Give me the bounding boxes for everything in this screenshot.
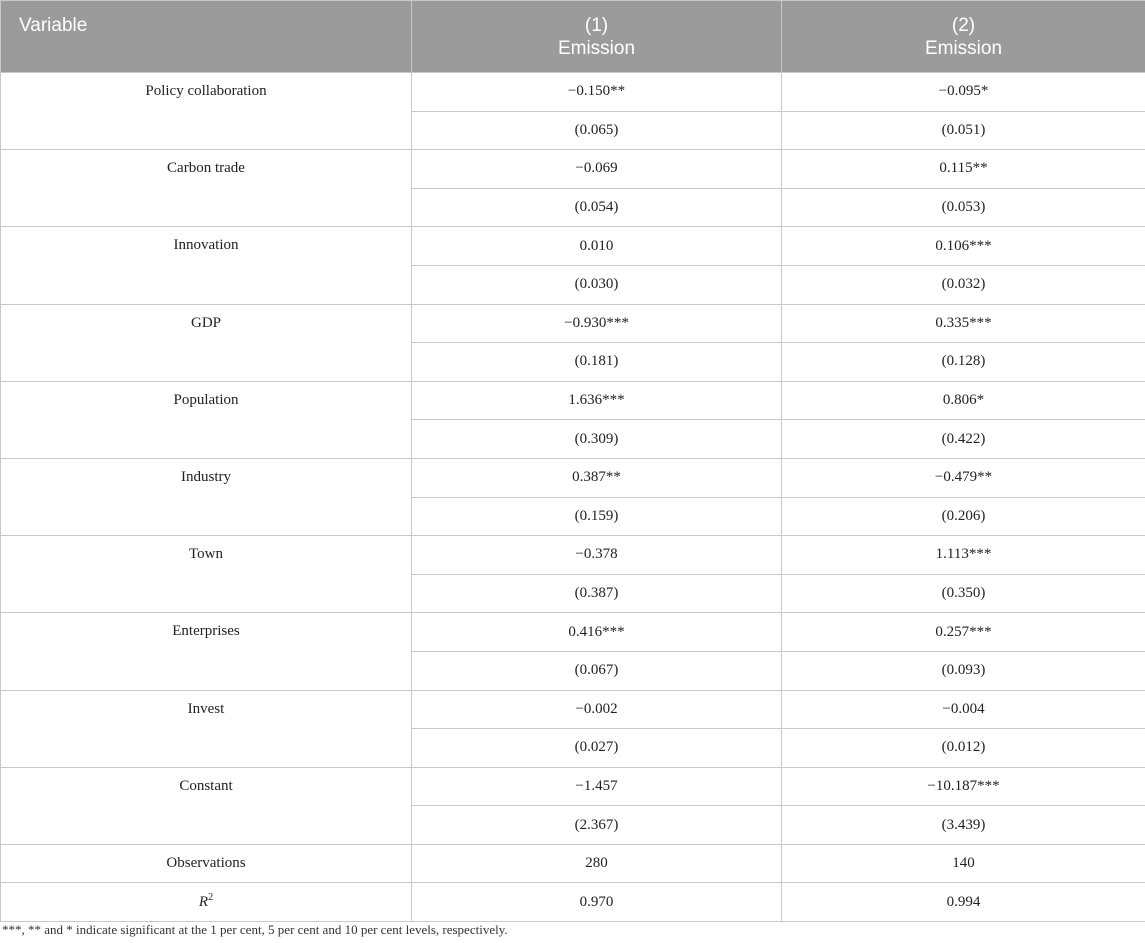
coef-model-2: 1.113*** [782, 536, 1145, 575]
se-model-1: (0.030) [412, 265, 782, 304]
coef-model-1: −0.930*** [412, 304, 782, 343]
coef-row [1, 767, 1145, 806]
variable-label: Town [1, 536, 412, 613]
r-squared-model-1: 0.970 [412, 883, 782, 922]
r-squared-row [1, 883, 1145, 922]
coef-row [1, 690, 1145, 729]
coef-model-1: 0.416*** [412, 613, 782, 652]
observations-label: Observations [1, 844, 412, 883]
coef-model-1: 0.010 [412, 227, 782, 266]
variable-label: GDP [1, 304, 412, 381]
r-squared-label-superscript: 2 [208, 891, 214, 903]
table-header [1, 1, 1145, 73]
variable-label: Enterprises [1, 613, 412, 690]
observations-model-2: 140 [782, 844, 1145, 883]
variable-label: Invest [1, 690, 412, 767]
variable-label: Industry [1, 458, 412, 535]
table-footnote: ***, ** and * indicate significant at the 1 per cent, 5 per cent and 10 per cent levels, respectively. [2, 922, 508, 937]
header-model-1-number: (1) [584, 14, 609, 36]
coef-model-2: 0.115** [782, 150, 1145, 189]
coef-model-1: 1.636*** [412, 381, 782, 420]
se-model-1: (0.387) [412, 574, 782, 613]
coef-model-1: 0.387** [412, 458, 782, 497]
coef-model-2: 0.257*** [782, 613, 1145, 652]
se-model-1: (0.065) [412, 111, 782, 150]
coef-model-2: −10.187*** [782, 767, 1145, 806]
coef-model-1: −0.378 [412, 536, 782, 575]
coef-row [1, 613, 1145, 652]
coef-row [1, 73, 1145, 112]
header-model-1 [412, 1, 782, 73]
observations-row [1, 844, 1145, 883]
se-model-2: (0.093) [782, 651, 1145, 690]
header-row [1, 1, 1145, 73]
coef-model-2: −0.479** [782, 458, 1145, 497]
se-model-2: (0.422) [782, 420, 1145, 459]
table-body [1, 73, 1145, 922]
variable-label: Population [1, 381, 412, 458]
r-squared-label [1, 883, 412, 922]
r-squared-model-2: 0.994 [782, 883, 1145, 922]
se-model-2: (0.032) [782, 265, 1145, 304]
coef-row [1, 536, 1145, 575]
observations-model-1: 280 [412, 844, 782, 883]
r-squared-label-base: R [198, 893, 209, 910]
coef-model-2: 0.806* [782, 381, 1145, 420]
coef-model-2: 0.106*** [782, 227, 1145, 266]
coef-row [1, 458, 1145, 497]
header-model-2-dependent: Emission [924, 37, 1003, 59]
se-model-2: (3.439) [782, 806, 1145, 845]
header-variable: Variable [1, 1, 412, 73]
se-model-1: (0.309) [412, 420, 782, 459]
coef-model-2: 0.335*** [782, 304, 1145, 343]
se-model-2: (0.206) [782, 497, 1145, 536]
se-model-2: (0.128) [782, 343, 1145, 382]
coef-model-1: −0.069 [412, 150, 782, 189]
coef-row [1, 227, 1145, 266]
coef-model-1: −0.002 [412, 690, 782, 729]
header-model-2 [782, 1, 1145, 73]
se-model-1: (0.067) [412, 651, 782, 690]
coef-row [1, 150, 1145, 189]
variable-label: Policy collaboration [1, 73, 412, 150]
se-model-2: (0.012) [782, 729, 1145, 768]
coef-model-2: −0.004 [782, 690, 1145, 729]
se-model-1: (0.054) [412, 188, 782, 227]
se-model-2: (0.350) [782, 574, 1145, 613]
se-model-1: (2.367) [412, 806, 782, 845]
coef-model-2: −0.095* [782, 73, 1145, 112]
variable-label: Constant [1, 767, 412, 844]
coef-model-1: −0.150** [412, 73, 782, 112]
se-model-1: (0.159) [412, 497, 782, 536]
coef-row [1, 304, 1145, 343]
variable-label: Carbon trade [1, 150, 412, 227]
se-model-1: (0.027) [412, 729, 782, 768]
coef-model-1: −1.457 [412, 767, 782, 806]
coef-row [1, 381, 1145, 420]
variable-label: Innovation [1, 227, 412, 304]
header-model-1-dependent: Emission [557, 37, 636, 59]
header-model-2-number: (2) [951, 14, 976, 36]
se-model-1: (0.181) [412, 343, 782, 382]
se-model-2: (0.051) [782, 111, 1145, 150]
se-model-2: (0.053) [782, 188, 1145, 227]
